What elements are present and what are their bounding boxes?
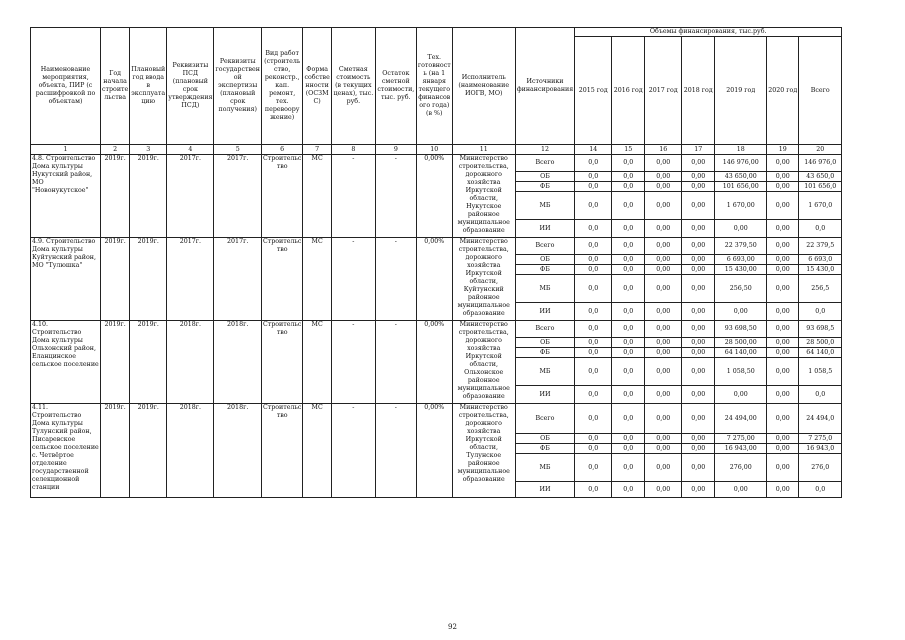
funding-value: 0,00 bbox=[767, 275, 799, 303]
column-number: 6 bbox=[261, 145, 303, 155]
funding-value: 0,00 bbox=[645, 255, 682, 265]
ownership: МС bbox=[303, 404, 331, 498]
funding-value: 0,00 bbox=[767, 444, 799, 454]
executor: Министерство строительства, дорожного хозяйства Иркутской области, Куйтунский районное муниципальное образование bbox=[452, 238, 515, 321]
column-number: 18 bbox=[715, 145, 767, 155]
header-plan-year: Плановый год ввода в эксплуата цию bbox=[130, 28, 167, 145]
funding-value: 0,00 bbox=[645, 321, 682, 338]
column-number: 15 bbox=[612, 145, 645, 155]
funding-value: 43 650,0 bbox=[799, 172, 842, 182]
header-readiness: Тех. готовност ь (на 1 января текущего финансов ого года) (в %) bbox=[416, 28, 452, 145]
funding-source: МБ bbox=[515, 358, 574, 386]
funding-value: 0,00 bbox=[767, 192, 799, 220]
funding-value: 16 943,00 bbox=[715, 444, 767, 454]
funding-value: 1 058,5 bbox=[799, 358, 842, 386]
funding-source: Всего bbox=[515, 404, 574, 434]
funding-value: 0,00 bbox=[645, 348, 682, 358]
funding-value: 0,00 bbox=[682, 348, 715, 358]
header-2020: 2020 год bbox=[767, 37, 799, 145]
funding-value: 0,00 bbox=[767, 434, 799, 444]
funding-source: Всего bbox=[515, 321, 574, 338]
table-row bbox=[31, 404, 842, 434]
funding-value: 0,0 bbox=[612, 338, 645, 348]
funding-value: 0,00 bbox=[682, 434, 715, 444]
funding-value: 0,00 bbox=[767, 303, 799, 321]
remainder: - bbox=[375, 404, 416, 498]
funding-value: 0,00 bbox=[682, 386, 715, 404]
funding-value: 0,0 bbox=[799, 482, 842, 498]
work-type: Строительс тво bbox=[261, 321, 303, 404]
funding-value: 0,00 bbox=[645, 155, 682, 172]
object-name: 4.10. Строительство Дома культуры Ольхонский район, Еланцинское сельское поселение bbox=[31, 321, 101, 404]
funding-value: 28 500,00 bbox=[715, 338, 767, 348]
remainder: - bbox=[375, 321, 416, 404]
executor: Министерство строительства, дорожного хозяйства Иркутской области, Ольхонское районное муниципальное образование bbox=[452, 321, 515, 404]
expertise-date: 2017г. bbox=[214, 155, 261, 238]
column-number: 9 bbox=[375, 145, 416, 155]
funding-value: 0,00 bbox=[682, 172, 715, 182]
funding-value: 93 698,50 bbox=[715, 321, 767, 338]
readiness: 0,00% bbox=[416, 404, 452, 498]
funding-value: 0,00 bbox=[767, 238, 799, 255]
funding-value: 0,0 bbox=[575, 220, 612, 238]
funding-value: 0,00 bbox=[715, 386, 767, 404]
object-name: 4.11. Строительство Дома культуры Тулунский район, Писаревское сельское поселение с. Четвёртое отделение государственной селекционной станции bbox=[31, 404, 101, 498]
funding-value: 0,0 bbox=[575, 155, 612, 172]
table-row bbox=[31, 321, 842, 338]
funding-value: 0,00 bbox=[645, 220, 682, 238]
funding-value: 256,50 bbox=[715, 275, 767, 303]
funding-value: 0,0 bbox=[612, 172, 645, 182]
funding-source: ИИ bbox=[515, 482, 574, 498]
funding-source: ИИ bbox=[515, 303, 574, 321]
funding-value: 0,00 bbox=[767, 155, 799, 172]
header-2017: 2017 год bbox=[645, 37, 682, 145]
funding-value: 0,00 bbox=[767, 404, 799, 434]
column-number: 12 bbox=[515, 145, 574, 155]
executor: Министерство строительства, дорожного хозяйства Иркутской области, Нукутское районное муниципальное образование bbox=[452, 155, 515, 238]
funding-value: 0,0 bbox=[612, 482, 645, 498]
funding-value: 0,00 bbox=[767, 348, 799, 358]
funding-value: 0,0 bbox=[575, 182, 612, 192]
funding-value: 0,0 bbox=[575, 238, 612, 255]
funding-value: 16 943,0 bbox=[799, 444, 842, 454]
header-psd: Реквизиты ПСД (плановый срок утверждения ПСД) bbox=[167, 28, 214, 145]
plan-year: 2019г. bbox=[130, 404, 167, 498]
funding-value: 0,0 bbox=[575, 338, 612, 348]
work-type: Строительс тво bbox=[261, 404, 303, 498]
estimate-cost: - bbox=[331, 155, 375, 238]
funding-value: 0,00 bbox=[715, 220, 767, 238]
header-expertise: Реквизиты государствен ой экспертизы (плановый срок получения) bbox=[214, 28, 261, 145]
column-number: 2 bbox=[101, 145, 130, 155]
funding-value: 0,0 bbox=[575, 482, 612, 498]
funding-value: 0,00 bbox=[645, 192, 682, 220]
funding-value: 276,00 bbox=[715, 454, 767, 482]
funding-value: 0,0 bbox=[575, 265, 612, 275]
funding-value: 0,0 bbox=[612, 454, 645, 482]
funding-value: 6 693,00 bbox=[715, 255, 767, 265]
header-start-year: Год начала строите льства bbox=[101, 28, 130, 145]
funding-value: 0,0 bbox=[575, 434, 612, 444]
estimate-cost: - bbox=[331, 404, 375, 498]
funding-value: 256,5 bbox=[799, 275, 842, 303]
funding-value: 0,0 bbox=[575, 172, 612, 182]
funding-value: 0,00 bbox=[645, 182, 682, 192]
funding-value: 0,00 bbox=[682, 444, 715, 454]
funding-source: ОБ bbox=[515, 255, 574, 265]
plan-year: 2019г. bbox=[130, 321, 167, 404]
column-number: 7 bbox=[303, 145, 331, 155]
funding-value: 64 140,00 bbox=[715, 348, 767, 358]
funding-source: Всего bbox=[515, 155, 574, 172]
start-year: 2019г. bbox=[101, 404, 130, 498]
ownership: МС bbox=[303, 321, 331, 404]
header-2019: 2019 год bbox=[715, 37, 767, 145]
column-number-row bbox=[31, 145, 842, 155]
funding-value: 0,00 bbox=[645, 434, 682, 444]
funding-source: ИИ bbox=[515, 220, 574, 238]
column-number: 20 bbox=[799, 145, 842, 155]
table-row bbox=[31, 155, 842, 172]
funding-value: 0,0 bbox=[612, 404, 645, 434]
psd-date: 2017г. bbox=[167, 155, 214, 238]
funding-value: 28 500,0 bbox=[799, 338, 842, 348]
page-number: 92 bbox=[448, 623, 457, 631]
funding-value: 0,0 bbox=[612, 265, 645, 275]
funding-value: 0,0 bbox=[575, 192, 612, 220]
funding-value: 0,00 bbox=[767, 220, 799, 238]
funding-value: 0,0 bbox=[575, 348, 612, 358]
header-remainder: Остаток сметной стоимости, тыс. руб. bbox=[375, 28, 416, 145]
funding-value: 0,00 bbox=[645, 444, 682, 454]
funding-value: 0,00 bbox=[767, 358, 799, 386]
plan-year: 2019г. bbox=[130, 155, 167, 238]
funding-value: 0,0 bbox=[612, 275, 645, 303]
column-number: 4 bbox=[167, 145, 214, 155]
funding-value: 7 275,0 bbox=[799, 434, 842, 444]
funding-value: 146 976,00 bbox=[715, 155, 767, 172]
funding-value: 0,0 bbox=[575, 255, 612, 265]
remainder: - bbox=[375, 238, 416, 321]
funding-value: 0,0 bbox=[575, 275, 612, 303]
ownership: МС bbox=[303, 238, 331, 321]
funding-value: 0,00 bbox=[645, 238, 682, 255]
header-sources: Источники финансирования bbox=[515, 28, 574, 145]
funding-value: 101 656,00 bbox=[715, 182, 767, 192]
funding-value: 0,00 bbox=[645, 338, 682, 348]
funding-value: 146 976,0 bbox=[799, 155, 842, 172]
funding-source: ФБ bbox=[515, 265, 574, 275]
funding-value: 0,00 bbox=[767, 386, 799, 404]
funding-value: 0,00 bbox=[682, 220, 715, 238]
estimate-cost: - bbox=[331, 238, 375, 321]
start-year: 2019г. bbox=[101, 238, 130, 321]
header-work-type: Вид работ (строитель ство, реконстр., кап. ремонт, тех. перевоору жение) bbox=[261, 28, 303, 145]
funding-value: 0,0 bbox=[612, 182, 645, 192]
funding-value: 0,0 bbox=[612, 386, 645, 404]
funding-value: 0,0 bbox=[612, 444, 645, 454]
funding-value: 7 275,00 bbox=[715, 434, 767, 444]
funding-value: 0,00 bbox=[767, 482, 799, 498]
funding-value: 0,00 bbox=[682, 454, 715, 482]
funding-value: 0,00 bbox=[645, 404, 682, 434]
column-number: 10 bbox=[416, 145, 452, 155]
funding-value: 0,00 bbox=[645, 265, 682, 275]
funding-value: 0,00 bbox=[767, 454, 799, 482]
header-name: Наименование мероприятия, объекта, ПИР (с расшифровкой по объектам) bbox=[31, 28, 101, 145]
estimate-cost: - bbox=[331, 321, 375, 404]
column-number: 8 bbox=[331, 145, 375, 155]
funding-value: 0,0 bbox=[575, 444, 612, 454]
funding-value: 0,0 bbox=[612, 192, 645, 220]
funding-value: 0,00 bbox=[682, 255, 715, 265]
column-number: 3 bbox=[130, 145, 167, 155]
funding-value: 101 656,0 bbox=[799, 182, 842, 192]
funding-value: 0,00 bbox=[645, 303, 682, 321]
funding-value: 43 650,00 bbox=[715, 172, 767, 182]
header-2016: 2016 год bbox=[612, 37, 645, 145]
funding-value: 0,00 bbox=[682, 404, 715, 434]
funding-source: ОБ bbox=[515, 172, 574, 182]
column-number: 16 bbox=[645, 145, 682, 155]
plan-year: 2019г. bbox=[130, 238, 167, 321]
funding-value: 0,0 bbox=[799, 220, 842, 238]
funding-value: 0,00 bbox=[715, 303, 767, 321]
funding-value: 276,0 bbox=[799, 454, 842, 482]
header-2015: 2015 год bbox=[575, 37, 612, 145]
funding-value: 6 693,0 bbox=[799, 255, 842, 265]
funding-value: 0,00 bbox=[767, 182, 799, 192]
funding-value: 1 670,0 bbox=[799, 192, 842, 220]
funding-value: 0,0 bbox=[575, 454, 612, 482]
funding-table bbox=[30, 27, 842, 498]
header-2018: 2018 год bbox=[682, 37, 715, 145]
header-estimate: Сметная стоимость (в текущих ценах), тыс. руб. bbox=[331, 28, 375, 145]
column-number: 14 bbox=[575, 145, 612, 155]
funding-value: 0,00 bbox=[715, 482, 767, 498]
work-type: Строительс тво bbox=[261, 238, 303, 321]
expertise-date: 2017г. bbox=[214, 238, 261, 321]
funding-value: 24 494,00 bbox=[715, 404, 767, 434]
funding-value: 24 494,0 bbox=[799, 404, 842, 434]
funding-source: ФБ bbox=[515, 444, 574, 454]
readiness: 0,00% bbox=[416, 238, 452, 321]
column-number: 1 bbox=[31, 145, 101, 155]
funding-value: 15 430,00 bbox=[715, 265, 767, 275]
column-number: 5 bbox=[214, 145, 261, 155]
psd-date: 2018г. bbox=[167, 404, 214, 498]
funding-value: 0,0 bbox=[575, 303, 612, 321]
funding-value: 0,00 bbox=[682, 238, 715, 255]
funding-value: 0,0 bbox=[612, 255, 645, 265]
funding-value: 0,00 bbox=[767, 265, 799, 275]
funding-value: 0,00 bbox=[767, 321, 799, 338]
table-row bbox=[31, 238, 842, 255]
header-ownership: Форма собстве нности (ОСЗМ С) bbox=[303, 28, 331, 145]
readiness: 0,00% bbox=[416, 321, 452, 404]
funding-source: Всего bbox=[515, 238, 574, 255]
funding-value: 0,00 bbox=[645, 275, 682, 303]
psd-date: 2017г. bbox=[167, 238, 214, 321]
funding-value: 0,0 bbox=[612, 238, 645, 255]
funding-source: МБ bbox=[515, 192, 574, 220]
funding-source: ФБ bbox=[515, 348, 574, 358]
funding-value: 0,0 bbox=[575, 358, 612, 386]
column-number: 19 bbox=[767, 145, 799, 155]
header-executor: Исполнитель (наименование ИОГВ, МО) bbox=[452, 28, 515, 145]
funding-value: 0,00 bbox=[645, 482, 682, 498]
funding-source: ФБ bbox=[515, 182, 574, 192]
object-name: 4.9. Строительство Дома культуры Куйтунский район, МО "Тулюшка" bbox=[31, 238, 101, 321]
funding-value: 0,0 bbox=[612, 321, 645, 338]
column-number: 11 bbox=[452, 145, 515, 155]
funding-source: МБ bbox=[515, 454, 574, 482]
funding-value: 0,0 bbox=[612, 303, 645, 321]
header-total: Всего bbox=[799, 37, 842, 145]
funding-value: 22 379,50 bbox=[715, 238, 767, 255]
column-number: 17 bbox=[682, 145, 715, 155]
psd-date: 2018г. bbox=[167, 321, 214, 404]
header-funding-group: Объемы финансирования, тыс.руб. bbox=[575, 28, 842, 37]
funding-value: 0,0 bbox=[612, 358, 645, 386]
funding-value: 0,00 bbox=[767, 172, 799, 182]
funding-value: 0,0 bbox=[575, 386, 612, 404]
funding-value: 0,00 bbox=[645, 454, 682, 482]
funding-value: 0,00 bbox=[682, 155, 715, 172]
executor: Министерство строительства, дорожного хозяйства Иркутской области, Тулунское районное муниципальное образование bbox=[452, 404, 515, 498]
funding-source: ОБ bbox=[515, 338, 574, 348]
start-year: 2019г. bbox=[101, 321, 130, 404]
funding-value: 0,00 bbox=[682, 182, 715, 192]
funding-value: 0,00 bbox=[682, 358, 715, 386]
funding-value: 0,00 bbox=[645, 172, 682, 182]
funding-value: 22 379,5 bbox=[799, 238, 842, 255]
funding-value: 0,0 bbox=[612, 348, 645, 358]
funding-value: 1 670,00 bbox=[715, 192, 767, 220]
funding-value: 0,00 bbox=[645, 386, 682, 404]
funding-value: 0,00 bbox=[682, 192, 715, 220]
funding-value: 0,00 bbox=[767, 338, 799, 348]
document-page bbox=[30, 27, 842, 498]
funding-value: 0,0 bbox=[575, 321, 612, 338]
funding-value: 0,0 bbox=[799, 386, 842, 404]
funding-value: 0,00 bbox=[682, 338, 715, 348]
funding-source: ОБ bbox=[515, 434, 574, 444]
funding-value: 0,0 bbox=[612, 220, 645, 238]
funding-value: 0,0 bbox=[612, 155, 645, 172]
funding-value: 15 430,0 bbox=[799, 265, 842, 275]
funding-value: 0,00 bbox=[767, 255, 799, 265]
funding-value: 0,00 bbox=[682, 482, 715, 498]
funding-value: 0,0 bbox=[612, 434, 645, 444]
funding-source: МБ bbox=[515, 275, 574, 303]
funding-value: 64 140,0 bbox=[799, 348, 842, 358]
expertise-date: 2018г. bbox=[214, 321, 261, 404]
funding-value: 0,00 bbox=[682, 275, 715, 303]
expertise-date: 2018г. bbox=[214, 404, 261, 498]
funding-value: 0,00 bbox=[645, 358, 682, 386]
funding-source: ИИ bbox=[515, 386, 574, 404]
funding-value: 0,00 bbox=[682, 303, 715, 321]
funding-value: 0,00 bbox=[682, 321, 715, 338]
funding-value: 93 698,5 bbox=[799, 321, 842, 338]
funding-value: 0,00 bbox=[682, 265, 715, 275]
funding-value: 0,0 bbox=[799, 303, 842, 321]
funding-value: 1 058,50 bbox=[715, 358, 767, 386]
object-name: 4.8. Строительство Дома культуры Нукутский район, МО "Новонукутское" bbox=[31, 155, 101, 238]
ownership: МС bbox=[303, 155, 331, 238]
readiness: 0,00% bbox=[416, 155, 452, 238]
work-type: Строительс тво bbox=[261, 155, 303, 238]
start-year: 2019г. bbox=[101, 155, 130, 238]
remainder: - bbox=[375, 155, 416, 238]
funding-value: 0,0 bbox=[575, 404, 612, 434]
